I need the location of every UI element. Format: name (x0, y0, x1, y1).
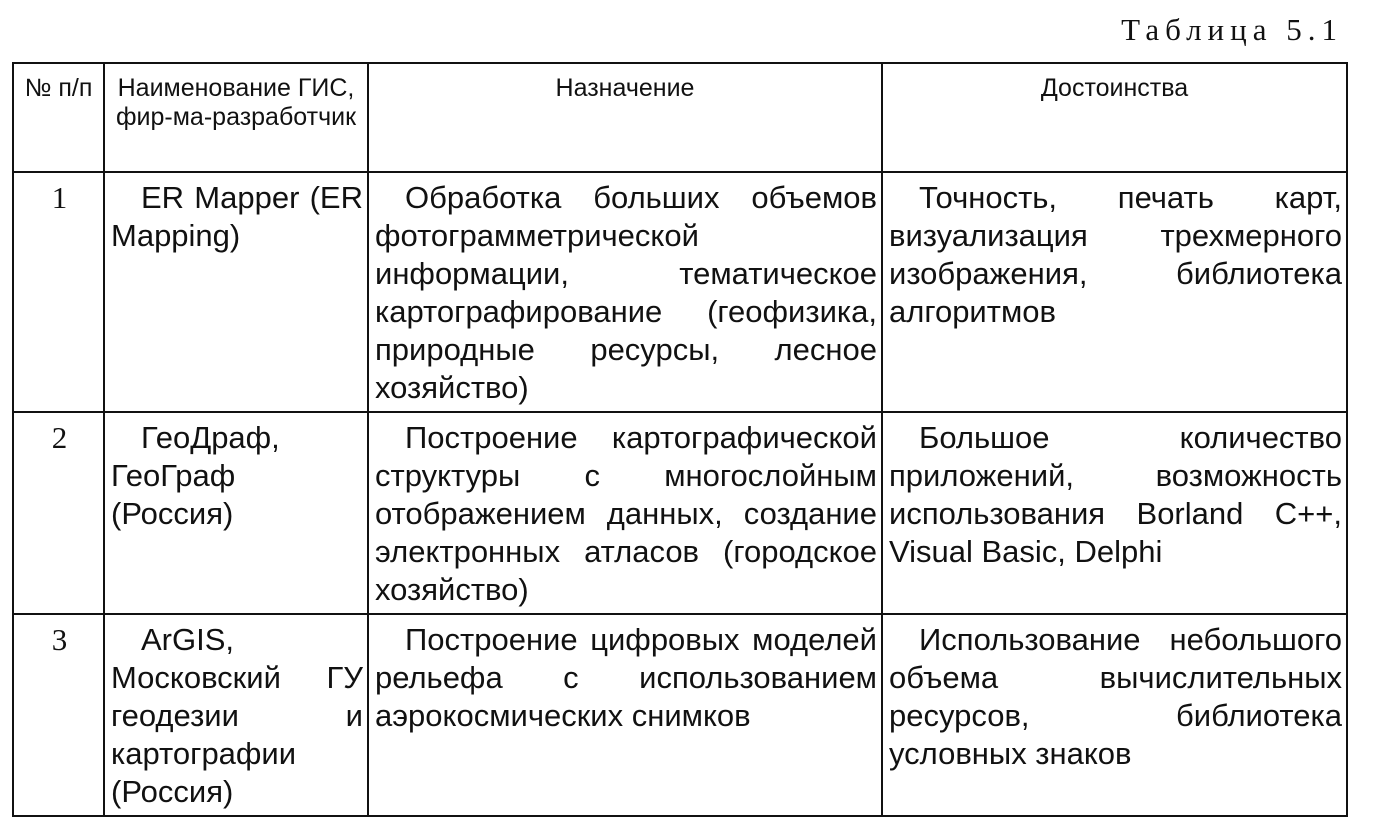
table-row (13, 172, 1347, 412)
gis-name: ER Mapper (ER Mapping) (104, 172, 368, 412)
gis-purpose: Построение цифровых моделей рельефа с использованием аэрокосмических снимков (368, 614, 882, 816)
table-caption: Таблица 5.1 (1121, 12, 1343, 47)
table-row (13, 614, 1347, 816)
header-number: № п/п (13, 63, 104, 172)
gis-purpose: Построение картографической структуры с многослойным отображением данных, создание электронных атласов (городское хозяйство) (368, 412, 882, 614)
row-number: 1 (13, 172, 104, 412)
row-number: 2 (13, 412, 104, 614)
header-advantages: Достоинства (882, 63, 1347, 172)
gis-advantages: Точность, печать карт, визуализация трехмерного изображения, библиотека алгоритмов (882, 172, 1347, 412)
gis-name: ГеоДраф, ГеоГраф (Россия) (104, 412, 368, 614)
gis-table (12, 62, 1348, 817)
row-number: 3 (13, 614, 104, 816)
header-purpose: Назначение (368, 63, 882, 172)
gis-advantages: Использование небольшого объема вычислительных ресурсов, библиотека условных знаков (882, 614, 1347, 816)
gis-name: ArGIS, Московский ГУ геодезии и картографии (Россия) (104, 614, 368, 816)
gis-advantages: Большое количество приложений, возможность использования Borland C++, Visual Basic, Delphi (882, 412, 1347, 614)
table-header-row (13, 63, 1347, 172)
table-row (13, 412, 1347, 614)
gis-purpose: Обработка больших объемов фотограмметрической информации, тематическое картографирование (геофизика, природные ресурсы, лесное хозяйство) (368, 172, 882, 412)
header-name: Наименование ГИС, фир-ма-разработчик (104, 63, 368, 172)
